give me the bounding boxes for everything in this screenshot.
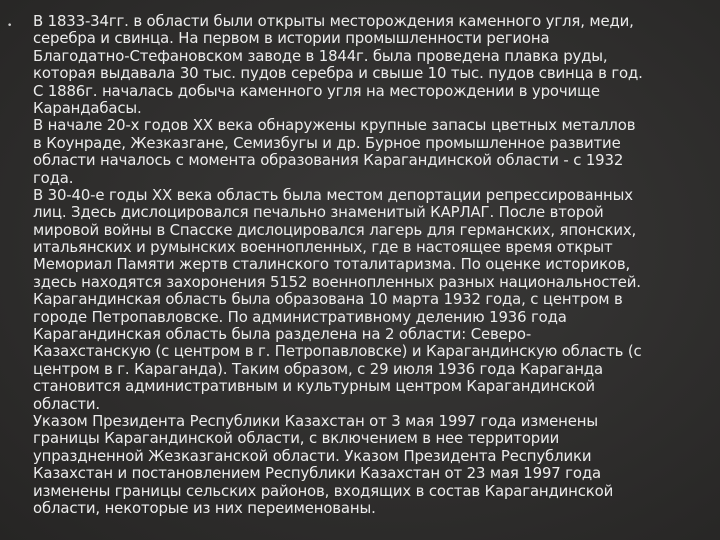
text-line-24: Указом Президента Республики Казахстан от 3 мая 1997 года изменены [33, 411, 598, 430]
text-line-11: В 30-40-е годы XX века область была местом депортации репрессированных [33, 185, 633, 204]
text-line-6: Карандабасы. [33, 98, 142, 117]
text-line-12: лиц. Здесь дислоцировался печально знаменитый КАРЛАГ. После второй [33, 203, 604, 222]
text-line-10: года. [33, 168, 74, 187]
text-line-28: изменены границы сельских районов, входящих в состав Карагандинской [33, 481, 614, 500]
text-line-9: области началось с момента образования Карагандинской области - с 1932 [33, 151, 624, 170]
text-line-8: в Коунраде, Жезказгане, Семизбугы и др. Бурное промышленное развитие [33, 133, 621, 152]
text-line-26: упраздненной Жезказганской области. Указом Президента Республики [33, 446, 592, 465]
text-line-18: городе Петропавловске. По административному делению 1936 года [33, 307, 567, 326]
bullet-marker: • [7, 21, 13, 31]
text-line-3: Благодатно-Стефановском заводе в 1844г. была проведена плавка руды, [33, 46, 608, 65]
text-line-1: В 1833-34гг. в области были открыты месторождения каменного угля, меди, [33, 12, 634, 30]
text-line-20: Казахстанскую (с центром в г. Петропавловске) и Карагандинскую область (с [33, 342, 642, 361]
text-line-19: Карагандинская область была разделена на 2 области: Северо- [33, 325, 532, 344]
text-line-16: здесь находятся захоронения 5152 военнопленных разных национальностей. [33, 272, 641, 291]
text-line-25: границы Карагандинской области, с включением в нее территории [33, 429, 560, 448]
text-line-14: итальянских и румынских военнопленных, где в настоящее время открыт [33, 238, 613, 257]
text-line-22: становится административным и культурным центром Карагандинской [33, 377, 595, 396]
text-line-13: мировой войны в Спасске дислоцировался лагерь для германских, японских, [33, 220, 637, 239]
text-line-29: области, некоторые из них переименованы. [33, 498, 376, 517]
text-line-15: Мемориал Памяти жертв сталинского тоталитаризма. По оценке историков, [33, 255, 631, 274]
text-line-2: серебра и свинца. На первом в истории промышленности региона [33, 29, 550, 48]
text-line-23: области. [33, 394, 101, 413]
text-line-27: Казахстан и постановлением Республики Казахстан от 23 мая 1997 года [33, 464, 601, 483]
text-line-4: которая выдавала 30 тыс. пудов серебра и свыше 10 тыс. пудов свинца в год. [33, 64, 643, 83]
body-text [33, 13, 715, 517]
text-line-21: центром в г. Караганда). Таким образом, с 29 июля 1936 года Караганда [33, 359, 603, 378]
text-line-7: В начале 20-х годов XX века обнаружены крупные запасы цветных металлов [33, 116, 636, 135]
text-line-17: Карагандинская область была образована 10 марта 1932 года, с центром в [33, 290, 623, 309]
text-line-5: С 1886г. началась добыча каменного угля на месторождении в урочище [33, 81, 600, 100]
